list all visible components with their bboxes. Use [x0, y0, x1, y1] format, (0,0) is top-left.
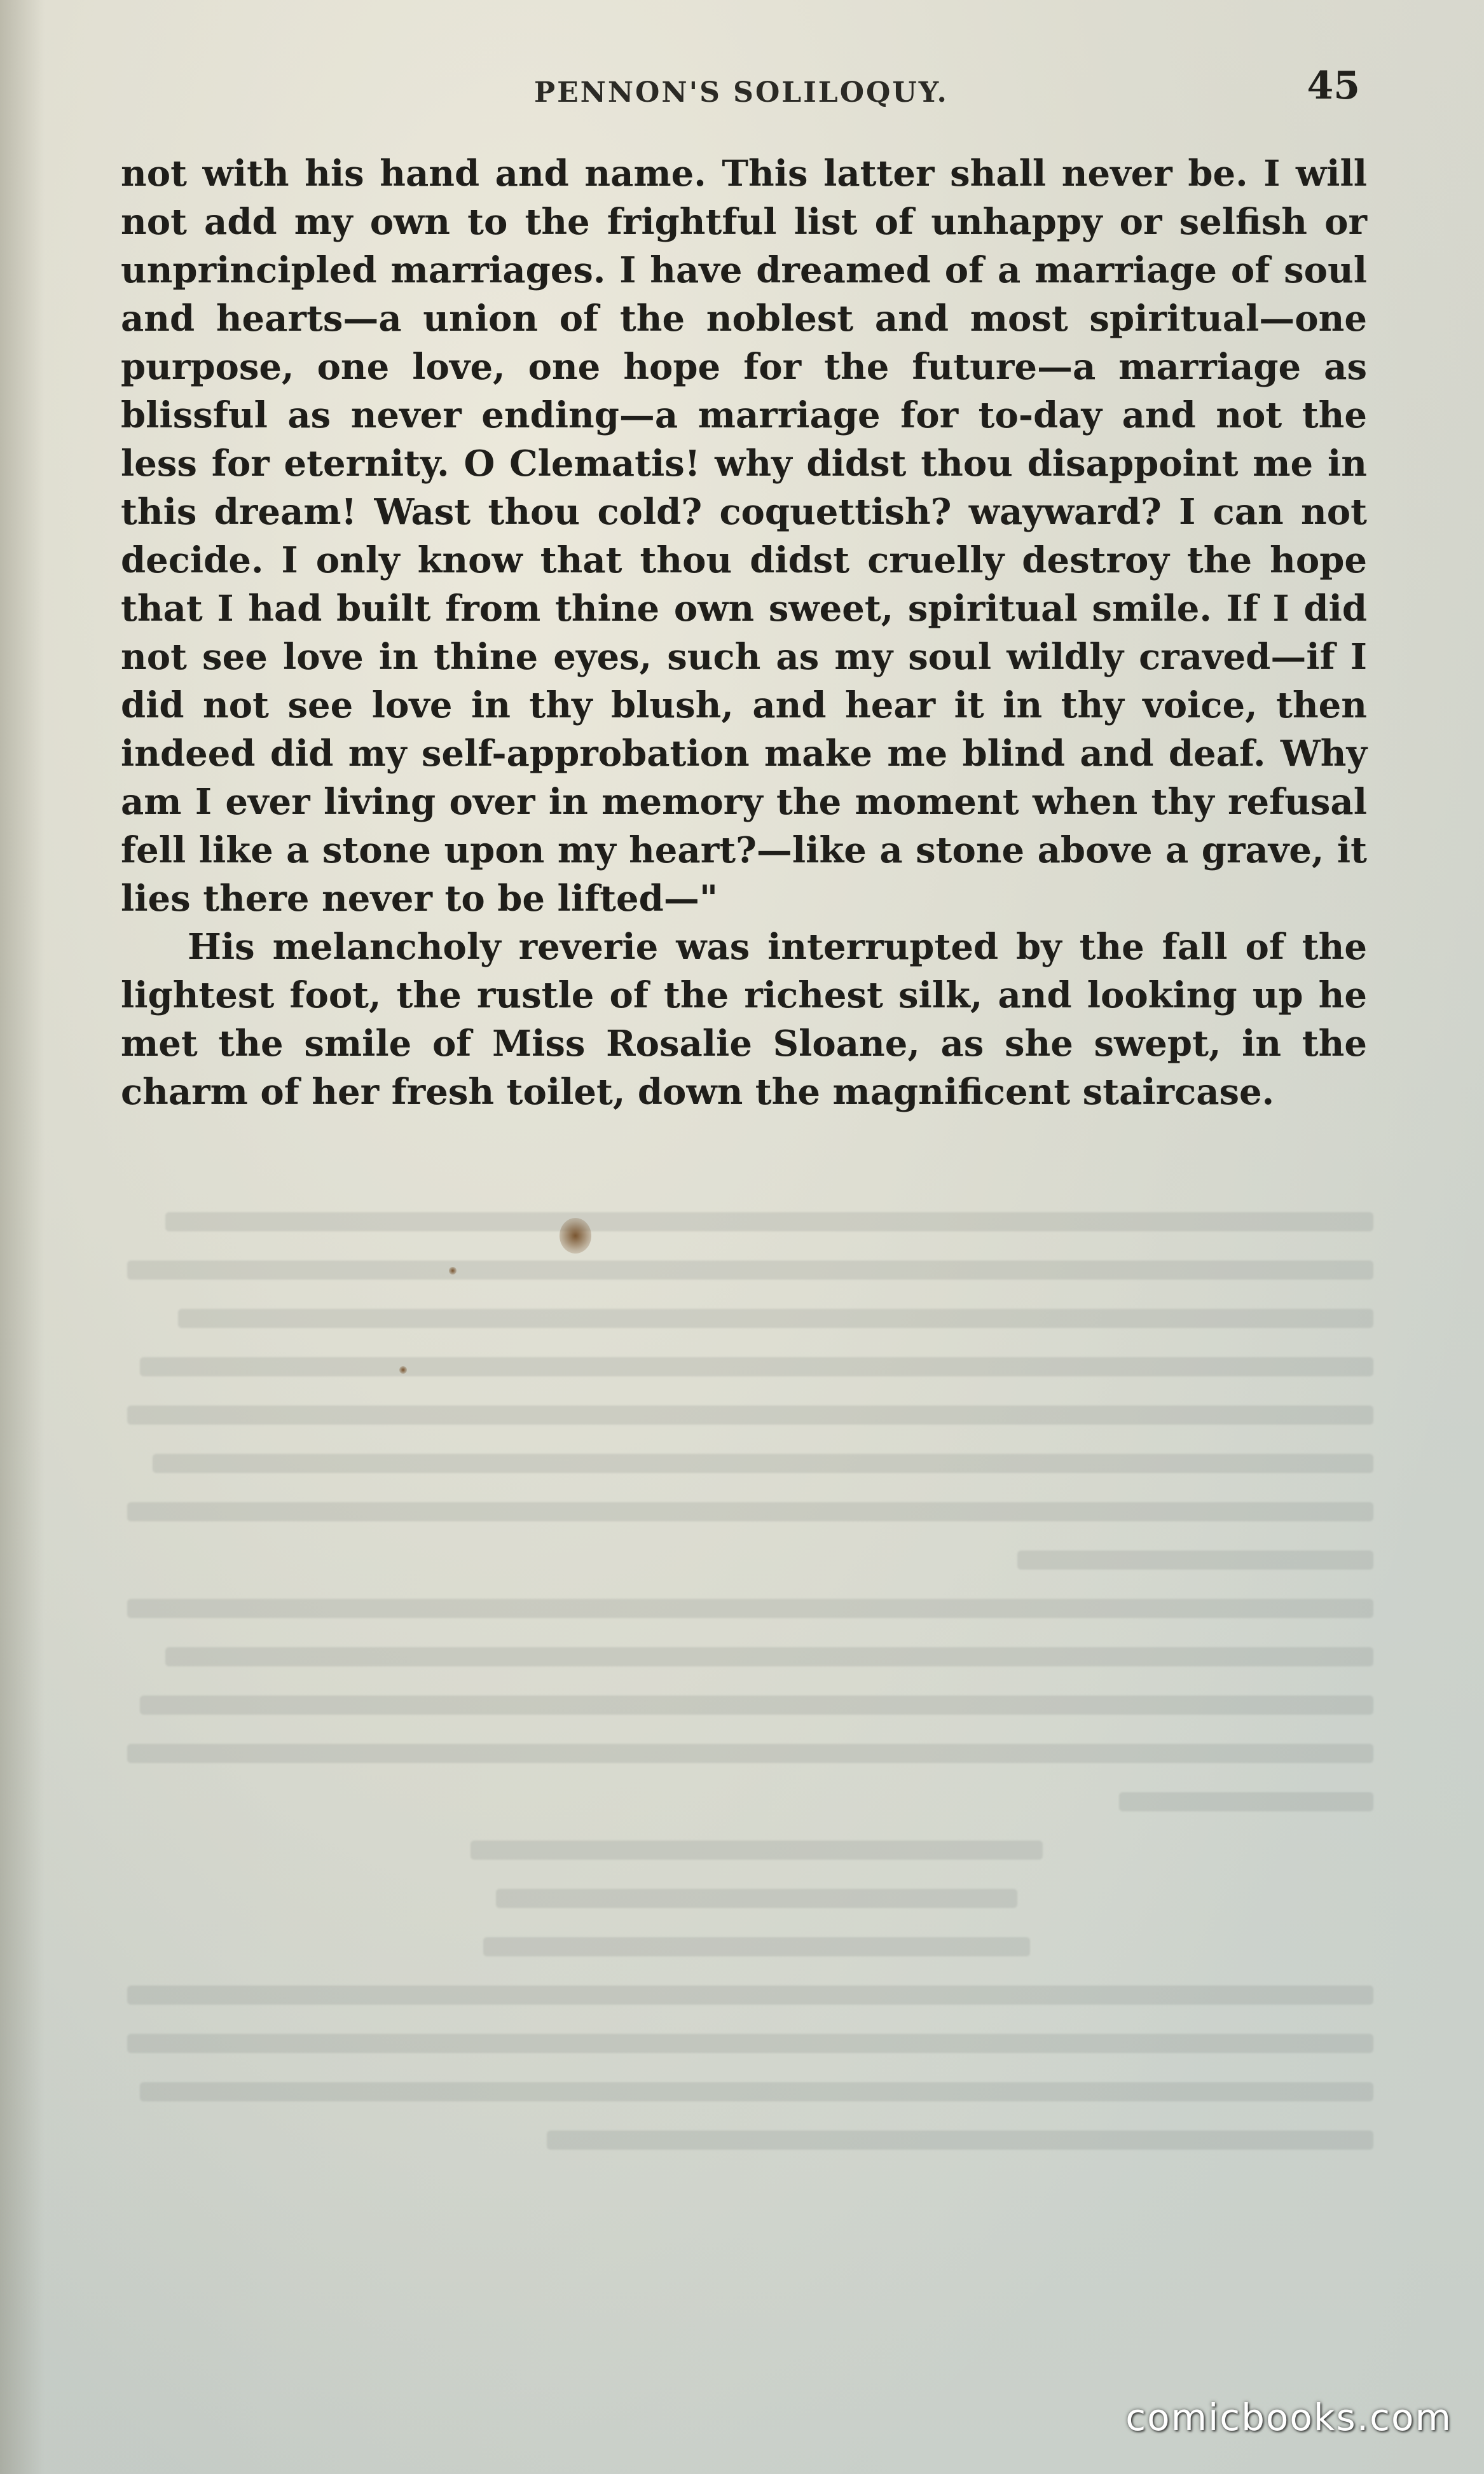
watermark-logo: comicbooks.com — [1125, 2396, 1452, 2439]
page-edge-shadow — [0, 0, 45, 2474]
page-header — [0, 57, 1484, 114]
ink-spot — [560, 1218, 591, 1254]
page-number: 45 — [1307, 64, 1360, 108]
ink-spot — [399, 1366, 407, 1374]
paragraph: His melancholy reverie was interrupted by the fall of the lightest foot, the rustle of the richest silk, and looking up he met the smile of Miss Rosalie Sloane, as she swept, in the charm of her fresh toilet, down the magnificent staircase. — [121, 926, 1367, 1113]
body-text — [121, 149, 1367, 1116]
paragraph: not with his hand and name. This latter shall never be. I will not add my own to the frightful list of unhappy or selfish or unprincipled marriages. I have dreamed of a marriage of soul and hearts—a union of the noblest and most spiritual—one purpose, one love, one hope for the future—a marriage as blissful as never ending—a marriage for to-day and not the less for eternity. O Clematis! why didst thou disappoint me in this dream! Wast thou cold? coquettish? wayward? I can not decide. I only know that thou didst cruelly destroy the hope that I had built from thine own sweet, spiritual smile. If I did not see love in thine eyes, such as my soul wildly craved—if I did not see love in thy blush, and hear it in thy voice, then indeed did my self-approbation make me blind and deaf. Why am I ever living over in memory the moment when thy refusal fell like a stone upon my heart?—like a stone above a grave, it lies there never to be lifted—" — [121, 153, 1367, 920]
reverse-page-bleed-through — [114, 1196, 1373, 2162]
running-head: PENNON'S SOLILOQUY. — [534, 76, 949, 109]
ink-spot — [449, 1267, 457, 1275]
